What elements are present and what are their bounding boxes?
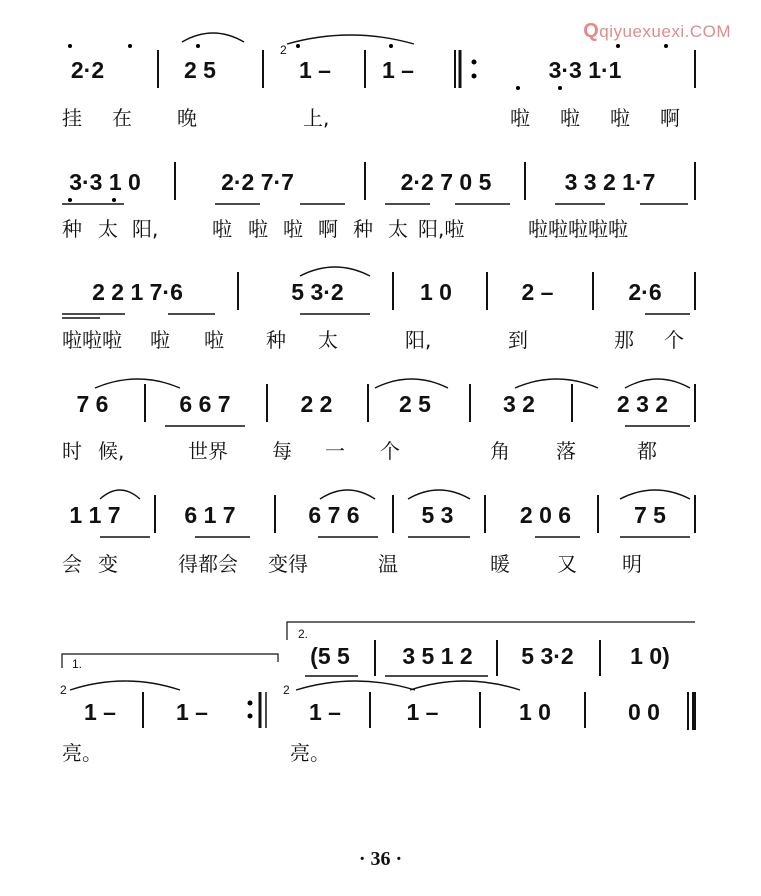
lyric: 种 <box>266 328 286 352</box>
watermark-text: qiyuexuexi.COM <box>599 22 731 41</box>
slur <box>625 379 690 388</box>
note-group: 2 3 2 <box>616 391 669 417</box>
final-notes: 1 – <box>84 699 116 725</box>
final-notes: 1 – <box>309 699 341 725</box>
slur <box>320 490 375 499</box>
lyric: 啦 <box>510 106 530 130</box>
lyric: 到 <box>508 328 528 352</box>
octave-dot <box>516 86 520 90</box>
slur <box>296 681 415 690</box>
note-group: 2·2 <box>70 57 105 83</box>
lyric: 亮。 <box>290 741 330 765</box>
slur <box>620 490 690 499</box>
octave-dot <box>196 44 200 48</box>
note-group: 7 6 <box>76 391 109 417</box>
volta-bracket-2 <box>287 622 695 640</box>
lyric: 那 <box>614 328 634 352</box>
lyric: 角 <box>490 439 510 463</box>
slur <box>410 681 520 690</box>
lyric: 亮。 <box>62 741 102 765</box>
note-group: 1 1 7 <box>69 502 121 528</box>
lyric: 啦啦啦 <box>62 328 122 352</box>
octave-dot <box>128 44 132 48</box>
page-number: · 36 · <box>358 848 403 870</box>
slur <box>70 681 180 690</box>
repeat-dot <box>248 714 253 719</box>
lyric: 一 <box>325 439 345 463</box>
lyric: 个 <box>664 328 684 352</box>
lyric: 啦 <box>204 328 224 352</box>
slur <box>182 33 244 42</box>
lyric: 每 <box>272 439 292 463</box>
lyric: 阳, <box>132 217 159 241</box>
repeat-dot <box>472 74 477 79</box>
tie-mark: 2 <box>280 43 287 57</box>
lyric: 又 <box>557 552 577 576</box>
repeat-dot <box>248 701 253 706</box>
octave-dot <box>68 198 72 202</box>
lyric: 太 <box>98 217 118 241</box>
lyric: 暖 <box>490 552 510 576</box>
lyric: 变 <box>98 552 118 576</box>
lyric: 太 <box>388 217 408 241</box>
lyric: 都 <box>637 439 657 463</box>
slur <box>300 267 370 276</box>
note-group: 2·2 7·7 <box>221 169 294 195</box>
volta-label-1: 1. <box>72 657 83 671</box>
lyric: 明 <box>622 552 642 576</box>
octave-dot <box>389 44 393 48</box>
lyric: 啦啦啦啦啦 <box>528 217 628 241</box>
note-group: 3 3 2 1·7 <box>564 169 656 195</box>
final-notes: 1 – <box>176 699 208 725</box>
lyric: 挂 <box>62 106 82 130</box>
lyric: 上, <box>303 106 330 130</box>
octave-dot <box>664 44 668 48</box>
note-group: 2 – <box>521 279 554 305</box>
note-group: 2·6 <box>628 279 662 305</box>
note-group: 2 2 1 7·6 <box>92 279 183 305</box>
volta-bracket-1 <box>62 654 278 668</box>
lyric: 得都会 <box>178 552 238 576</box>
note-group: 6 6 7 <box>179 391 231 417</box>
volta-label-2: 2. <box>298 627 309 641</box>
lyric: 啦 <box>212 217 232 241</box>
lyric: 啊 <box>318 217 338 241</box>
final-notes: 1 0 <box>519 699 551 725</box>
interlude-notes: 1 0) <box>630 643 670 669</box>
lyric: 时 <box>62 439 82 463</box>
octave-dot <box>616 44 620 48</box>
note-group: 2 2 <box>300 391 333 417</box>
lyric: 阳,啦 <box>418 217 465 241</box>
slur <box>100 490 140 499</box>
slur <box>408 490 470 499</box>
note-group: 6 7 6 <box>308 502 360 528</box>
note-group: 2 5 <box>184 57 216 83</box>
note-group: 3·3 1 0 <box>69 169 141 195</box>
slur <box>287 35 414 44</box>
interlude-notes: 5 3·2 <box>521 643 574 669</box>
lyric: 会 <box>62 552 82 576</box>
final-notes: 0 0 <box>628 699 660 725</box>
octave-dot <box>296 44 300 48</box>
lyric: 啦 <box>150 328 170 352</box>
note-group: 1 – <box>299 57 331 83</box>
lyric: 世界 <box>188 439 228 463</box>
slur <box>95 379 180 388</box>
slur <box>515 379 598 388</box>
note-group: 5 3·2 <box>291 279 344 305</box>
lyric: 候, <box>98 439 125 463</box>
tie-mark: 2 <box>60 683 67 697</box>
note-group: 3 2 <box>503 391 535 417</box>
lyric: 啦 <box>560 106 580 130</box>
watermark-logo-icon: Q <box>583 20 600 42</box>
lyric: 啦 <box>610 106 630 130</box>
interlude-notes: 3 5 1 2 <box>402 643 473 669</box>
lyric: 啦 <box>248 217 268 241</box>
final-notes: 1 – <box>406 699 439 725</box>
lyric: 在 <box>112 106 132 130</box>
lyric: 个 <box>380 439 400 463</box>
lyric: 啦 <box>283 217 303 241</box>
note-group: 1 – <box>382 57 414 83</box>
lyric: 种 <box>353 217 373 241</box>
lyric: 温 <box>378 552 398 576</box>
lyric: 啊 <box>660 106 680 130</box>
octave-dot <box>68 44 72 48</box>
note-group: 1 0 <box>420 279 452 305</box>
tie-mark: 2 <box>283 683 290 697</box>
note-group: 6 1 7 <box>184 502 236 528</box>
note-group: 7 5 <box>634 502 666 528</box>
repeat-dot <box>472 60 477 65</box>
note-group: 5 3 <box>421 502 454 528</box>
note-group: 3·3 1·1 <box>548 57 622 83</box>
interlude-notes: (5 5 <box>310 643 350 669</box>
note-group: 2 5 <box>399 391 431 417</box>
lyric: 太 <box>318 328 338 352</box>
lyric: 阳, <box>405 328 432 352</box>
lyric: 晚 <box>177 106 197 130</box>
lyric: 变得 <box>268 552 308 576</box>
octave-dot <box>112 198 116 202</box>
slur <box>375 379 448 388</box>
note-group: 2 0 6 <box>519 502 572 528</box>
lyric: 落 <box>556 439 576 463</box>
lyric: 种 <box>62 217 82 241</box>
octave-dot <box>558 86 562 90</box>
note-group: 2·2 7 0 5 <box>400 169 492 195</box>
